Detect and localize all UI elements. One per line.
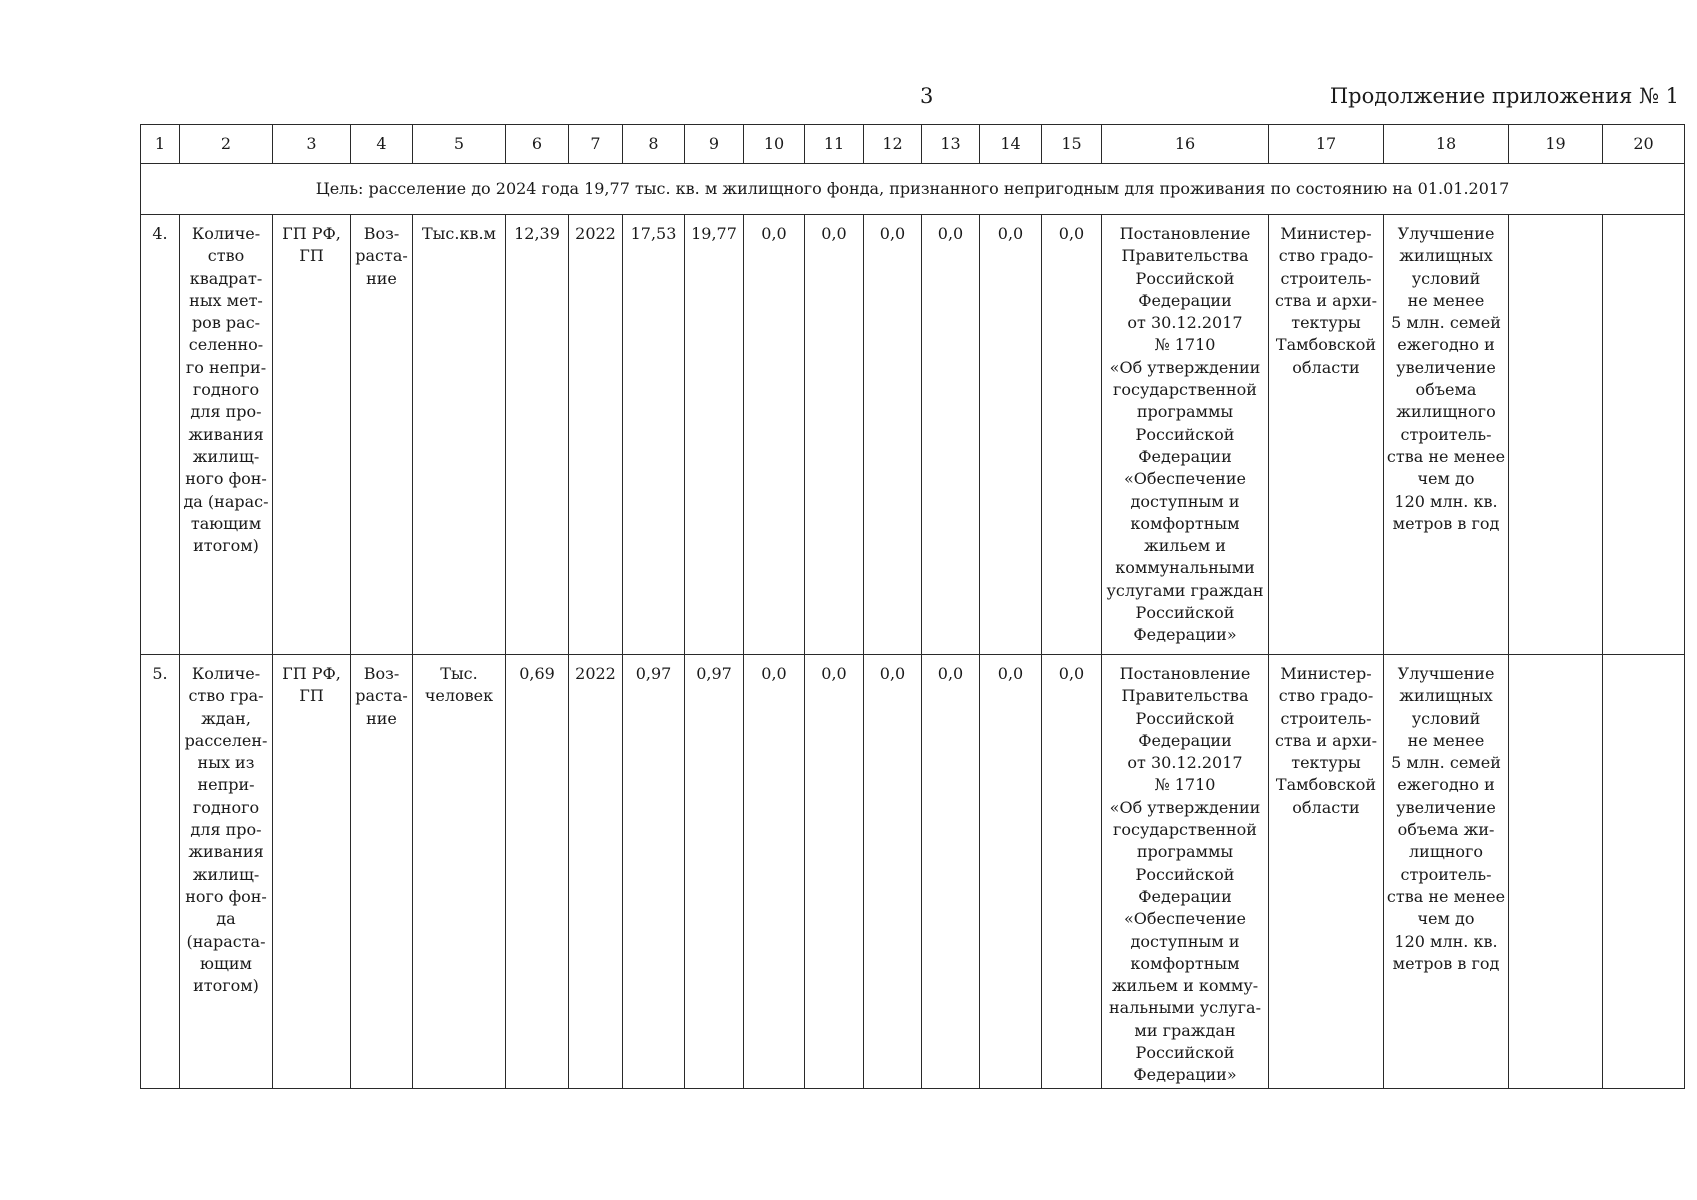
- column-number-cell: 1: [141, 125, 180, 164]
- table-cell: Постановление Правительства Российской Федерации от 30.12.2017 № 1710 «Об утверждении государственной программы Российской Федерации «Обеспечение доступным и комфортным жильем и коммунальными услугами граждан Российской Федерации»: [1102, 215, 1269, 655]
- table-cell: ГП РФ, ГП: [273, 215, 351, 655]
- column-number-cell: 7: [569, 125, 623, 164]
- continuation-heading: Продолжение приложения № 1: [1329, 84, 1679, 108]
- table-cell: Министер- ство градо- строитель- ства и архи- тектуры Тамбовской области: [1269, 215, 1384, 655]
- column-number-cell: 5: [413, 125, 506, 164]
- table-cell: 0,0: [922, 655, 980, 1089]
- table-cell: 5.: [141, 655, 180, 1089]
- table-cell: 0,69: [506, 655, 569, 1089]
- table-cell: Количе- ство квадрат- ных мет- ров рас- селенно- го непри- годного для про- живания жилищ- ного фон- да (нарас- тающим итогом): [180, 215, 273, 655]
- table-cell: 12,39: [506, 215, 569, 655]
- table-cell: Воз- раста- ние: [351, 215, 413, 655]
- table-cell: 0,0: [980, 655, 1042, 1089]
- table-cell: 0,97: [623, 655, 685, 1089]
- table-cell: [1603, 655, 1685, 1089]
- table-cell: [1509, 655, 1603, 1089]
- table-cell: 0,0: [805, 655, 864, 1089]
- column-number-cell: 16: [1102, 125, 1269, 164]
- table-cell: 19,77: [685, 215, 744, 655]
- column-number-cell: 13: [922, 125, 980, 164]
- table-cell: Тыс. человек: [413, 655, 506, 1089]
- table-cell: 17,53: [623, 215, 685, 655]
- table-row: [141, 215, 1685, 655]
- table-cell: 0,0: [744, 655, 805, 1089]
- column-number-cell: 17: [1269, 125, 1384, 164]
- table-cell: 0,97: [685, 655, 744, 1089]
- table-cell: [1509, 215, 1603, 655]
- column-number-cell: 8: [623, 125, 685, 164]
- table-cell: 2022: [569, 215, 623, 655]
- table-cell: 0,0: [864, 655, 922, 1089]
- column-number-cell: 14: [980, 125, 1042, 164]
- table-cell: ГП РФ, ГП: [273, 655, 351, 1089]
- column-number-cell: 18: [1384, 125, 1509, 164]
- table-cell: 0,0: [1042, 655, 1102, 1089]
- column-number-cell: 3: [273, 125, 351, 164]
- column-number-cell: 10: [744, 125, 805, 164]
- table-cell: Улучшение жилищных условий не менее 5 млн. семей ежегодно и увеличение объема жи- лищного строитель- ства не менее чем до 120 млн. кв. метров в год: [1384, 655, 1509, 1089]
- column-number-cell: 4: [351, 125, 413, 164]
- table-cell: Постановление Правительства Российской Федерации от 30.12.2017 № 1710 «Об утверждении государственной программы Российской Федерации «Обеспечение доступным и комфортным жильем и комму- нальными услуга- ми граждан Российской Федерации»: [1102, 655, 1269, 1089]
- column-number-row: [141, 125, 1685, 164]
- table-cell: 0,0: [805, 215, 864, 655]
- column-number-cell: 6: [506, 125, 569, 164]
- table-cell: 2022: [569, 655, 623, 1089]
- page-number: 3: [920, 84, 934, 108]
- table-cell: Тыс.кв.м: [413, 215, 506, 655]
- column-number-cell: 19: [1509, 125, 1603, 164]
- table-cell: Улучшение жилищных условий не менее 5 млн. семей ежегодно и увеличение объема жилищного строитель- ства не менее чем до 120 млн. кв. метров в год: [1384, 215, 1509, 655]
- goal-row: [141, 164, 1685, 215]
- table-row: [141, 655, 1685, 1089]
- table-cell: 4.: [141, 215, 180, 655]
- column-number-cell: 15: [1042, 125, 1102, 164]
- table-cell: 0,0: [1042, 215, 1102, 655]
- table-cell: Количе- ство гра- ждан, расселен- ных из непри- годного для про- живания жилищ- ного фон- да (нараста- ющим итогом): [180, 655, 273, 1089]
- table-cell: Министер- ство градо- строитель- ства и архи- тектуры Тамбовской области: [1269, 655, 1384, 1089]
- table-cell: 0,0: [980, 215, 1042, 655]
- goal-cell: Цель: расселение до 2024 года 19,77 тыс. кв. м жилищного фонда, признанного непригодным для проживания по состоянию на 01.01.2017: [141, 164, 1685, 215]
- table-cell: 0,0: [864, 215, 922, 655]
- column-number-cell: 2: [180, 125, 273, 164]
- table-cell: [1603, 215, 1685, 655]
- table-cell: 0,0: [922, 215, 980, 655]
- indicators-table: [140, 124, 1685, 1089]
- table-cell: Воз- раста- ние: [351, 655, 413, 1089]
- column-number-cell: 11: [805, 125, 864, 164]
- table-cell: 0,0: [744, 215, 805, 655]
- column-number-cell: 9: [685, 125, 744, 164]
- column-number-cell: 20: [1603, 125, 1685, 164]
- column-number-cell: 12: [864, 125, 922, 164]
